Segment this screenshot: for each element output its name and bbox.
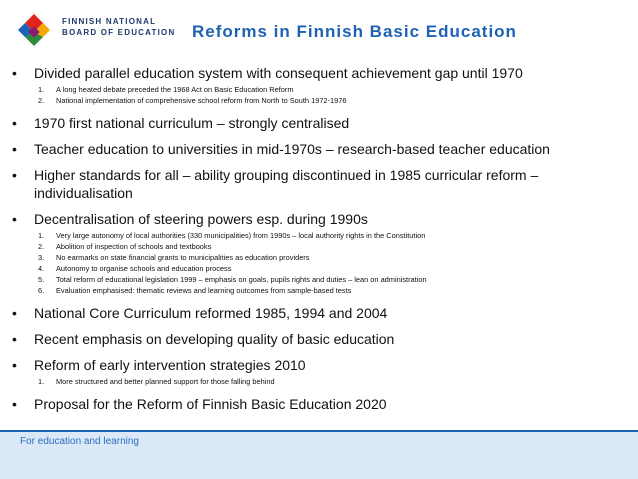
sub-item-text: Very large autonomy of local authorities (330 municipalities) from 1990s – local authority rights in the Constitution (56, 231, 426, 240)
sub-item (34, 84, 638, 95)
bullet-list (0, 64, 638, 413)
sub-item-text: Autonomy to organise schools and education process (56, 264, 232, 273)
sub-item (34, 263, 638, 274)
sub-list (34, 84, 638, 106)
sub-item-number: 3. (38, 253, 45, 262)
sub-list (34, 230, 638, 296)
logo-line-2: BOARD OF EDUCATION (62, 28, 176, 37)
sub-item-number: 5. (38, 275, 45, 284)
sub-item-text: No earmarks on state financial grants to municipalities as education providers (56, 253, 310, 262)
bullet-text: Proposal for the Reform of Finnish Basic Education 2020 (34, 396, 387, 412)
bullet-text: Reform of early intervention strategies 2010 (34, 357, 306, 373)
logo (14, 8, 184, 54)
sub-item-text: A long heated debate preceded the 1968 Act on Basic Education Reform (56, 85, 294, 94)
bullet-item (0, 395, 638, 413)
sub-item-text: Abolition of inspection of schools and textbooks (56, 242, 212, 251)
sub-item (34, 95, 638, 106)
sub-item-text: Evaluation emphasised: thematic reviews and learning outcomes from sample-based tests (56, 286, 352, 295)
bullet-item (0, 64, 638, 106)
sub-item-number: 4. (38, 264, 45, 273)
sub-item-number: 2. (38, 242, 45, 251)
sub-item-text: More structured and better planned support for those falling behind (56, 377, 275, 386)
sub-item-number: 1. (38, 377, 45, 386)
bullet-text: Recent emphasis on developing quality of basic education (34, 331, 395, 347)
sub-item (34, 376, 638, 387)
diamond-logo-icon (14, 10, 54, 50)
sub-list (34, 376, 638, 387)
sub-item-number: 1. (38, 85, 45, 94)
bullet-item (0, 210, 638, 296)
bullet-item (0, 166, 638, 202)
sub-item (34, 252, 638, 263)
footer-text: For education and learning (20, 436, 139, 447)
sub-item-number: 6. (38, 286, 45, 295)
sub-item (34, 274, 638, 285)
bullet-text: National Core Curriculum reformed 1985, 1994 and 2004 (34, 305, 388, 321)
bullet-item (0, 304, 638, 322)
sub-item (34, 241, 638, 252)
bullet-item (0, 140, 638, 158)
bullet-text: Higher standards for all – ability grouping discontinued in 1985 curricular reform – individualisation (34, 167, 539, 201)
bullet-item (0, 330, 638, 348)
logo-text (62, 16, 175, 38)
sub-item-number: 1. (38, 231, 45, 240)
sub-item-text: Total reform of educational legislation 1999 – emphasis on goals, pupils rights and duties – lean on administration (56, 275, 427, 284)
sub-item-number: 2. (38, 96, 45, 105)
logo-line-1: FINNISH NATIONAL (62, 17, 157, 26)
bullet-item (0, 356, 638, 387)
bullet-text: Teacher education to universities in mid-1970s – research-based teacher education (34, 141, 550, 157)
bullet-item (0, 114, 638, 132)
bullet-text: Decentralisation of steering powers esp. during 1990s (34, 211, 368, 227)
bullet-text: 1970 first national curriculum – strongly centralised (34, 115, 350, 131)
sub-item (34, 230, 638, 241)
sub-item (34, 285, 638, 296)
sub-item-text: National implementation of comprehensive school reform from North to South 1972-1976 (56, 96, 347, 105)
bullet-text: Divided parallel education system with consequent achievement gap until 1970 (34, 65, 523, 81)
slide-title: Reforms in Finnish Basic Education (192, 22, 517, 41)
